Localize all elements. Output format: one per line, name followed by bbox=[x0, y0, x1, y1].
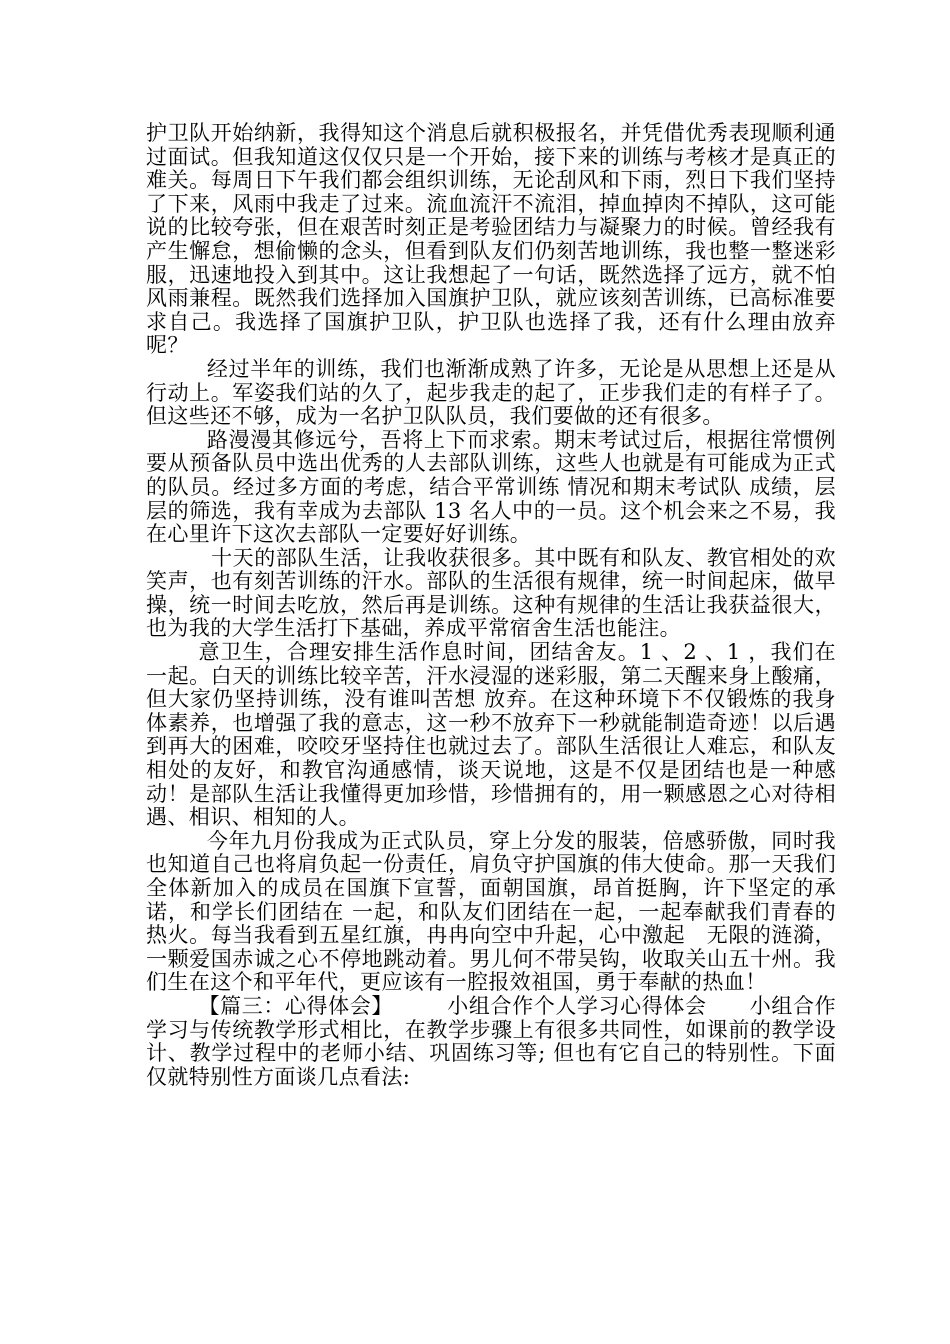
paragraph-4: 十天的部队生活，让我收获很多。其中既有和队友、教官相处的欢笑声，也有刻苦训练的汗水。部队的生活很有规律，统一时间起床，做早操，统一时间去吃放，然后再是训练。这种有规律的生活让我获益很大，也为我的大学生活打下基础，养成平常宿舍生活也能注。 bbox=[146, 545, 836, 641]
paragraph-2: 经过半年的训练，我们也渐渐成熟了许多，无论是从思想上还是从行动上。军姿我们站的久了，起步我走的起了，正步我们走的有样子了。但这些还不够，成为一名护卫队队员，我们要做的还有很多。 bbox=[146, 356, 836, 429]
paragraph-6: 今年九月份我成为正式队员，穿上分发的服装，倍感骄傲，同时我也知道自己也将肩负起一份责任，肩负守护国旗的伟大使命。那一天我们全体新加入的成员在国旗下宣誓，面朝国旗，昂首挺胸，许下坚定的承诺，和学长们团结在 一起，和队友们团结在一起，一起奉献我们青春的热火。每当我看到五星红旗，冉冉向空中升起，心中激起 无限的涟漪，一颗爱国赤诚之心不停地跳动着。男儿何不带吴钩，收取关山五十州。我们生在这个和平年代，更应该有一腔报效祖国，勇于奉献的热血！ bbox=[146, 828, 836, 995]
paragraph-3: 路漫漫其修远兮，吾将上下而求索。期末考试过后，根据往常惯例要从预备队员中选出优秀的人去部队训练，这些人也就是有可能成为正式的队员。经过多方面的考虑，结合平常训练 情况和期末考试队 成绩，层层的筛选，我有幸成为去部队 13 名人中的一员。这个机会来之不易，我在心里许下这次去部队一定要好好训练。 bbox=[146, 427, 836, 547]
document-page bbox=[146, 122, 836, 1089]
paragraph-5: 意卫生，合理安排生活作息时间，团结舍友。1 、2 、1 ，我们在一起。白天的训练比较辛苦，汗水浸湿的迷彩服，第二天醒来身上酸痛，但大家仍坚持训练，没有谁叫苦想 放弃。在这种环境下不仅锻炼的我身体素养，也增强了我的意志，这一秒不放弃下一秒就能制造奇迹！以后遇到再大的困难，咬咬牙坚持住也就过去了。部队生活很让人难忘，和队友相处的友好，和教官沟通感情，谈天说地，这是不仅是团结也是一种感动！是部队生活让我懂得更加珍惜，珍惜拥有的，用一颗感恩之心对待相遇、相识、相知的人。 bbox=[146, 640, 836, 830]
paragraph-7: 【篇三：心得体会】 小组合作个人学习心得体会 小组合作学习与传统教学形式相比，在教学步骤上有很多共同性，如课前的教学设计、教学过程中的老师小结、巩固练习等; 但也有它自己的特别性。下面仅就特别性方面谈几点看法: bbox=[146, 993, 836, 1089]
paragraph-1: 护卫队开始纳新，我得知这个消息后就积极报名，并凭借优秀表现顺利通过面试。但我知道这仅仅只是一个开始，接下来的训练与考核才是真正的难关。每周日下午我们都会组织训练，无论刮风和下雨，烈日下我们坚持了下来，风雨中我走了过来。流血流汗不流泪，掉血掉肉不掉队，这可能说的比较夸张，但在艰苦时刻正是考验团结力与凝聚力的时候。曾经我有产生懈怠，想偷懒的念头，但看到队友们仍刻苦地训练，我也整一整迷彩服，迅速地投入到其中。这让我想起了一句话，既然选择了远方，就不怕风雨兼程。既然我们选择加入国旗护卫队，就应该刻苦训练，已高标准要求自己。我选择了国旗护卫队，护卫队也选择了我，还有什么理由放弃呢？ bbox=[146, 121, 836, 358]
